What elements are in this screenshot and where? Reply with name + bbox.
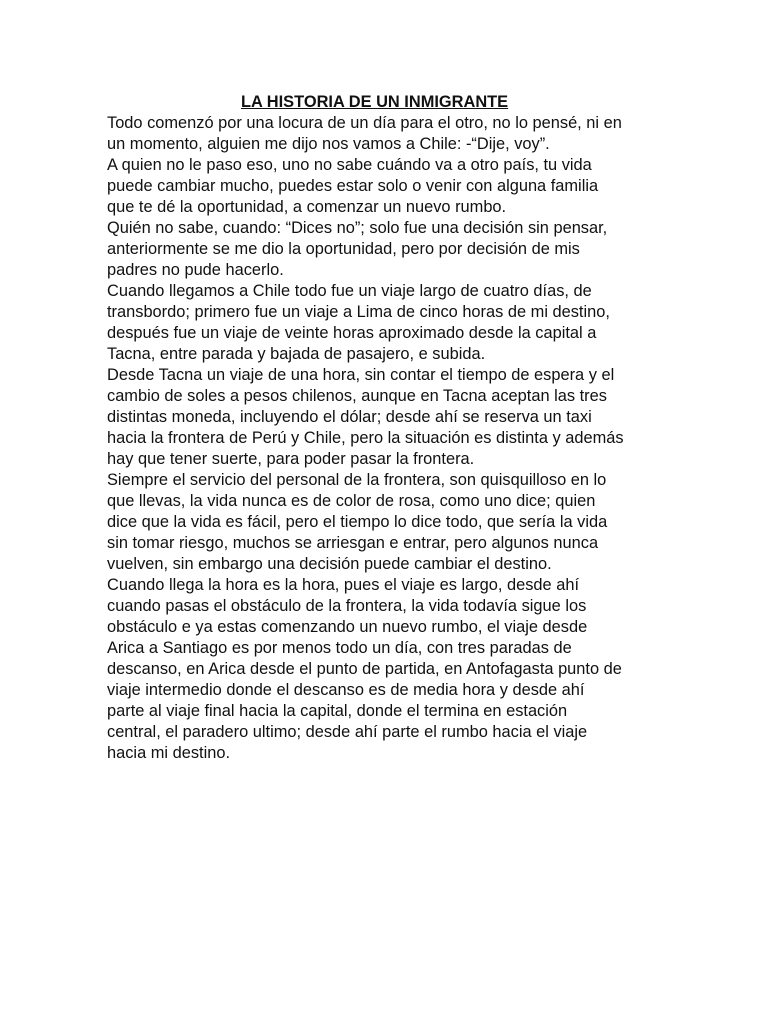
text-line: hacia la frontera de Perú y Chile, pero la situación es distinta y además	[107, 429, 624, 447]
text-line: cuando pasas el obstáculo de la frontera, la vida todavía sigue los	[107, 597, 587, 615]
text-line: después fue un viaje de veinte horas aproximado desde la capital a	[107, 324, 597, 342]
document-body	[107, 92, 667, 764]
text-line: sin tomar riesgo, muchos se arriesgan e entrar, pero algunos nunca	[107, 534, 599, 552]
text-line: dice que la vida es fácil, pero el tiempo lo dice todo, que sería la vida	[107, 513, 608, 531]
text-line: viaje intermedio donde el descanso es de media hora y desde ahí	[107, 681, 585, 699]
text-line: cambio de soles a pesos chilenos, aunque en Tacna aceptan las tres	[107, 387, 607, 405]
text-line: parte al viaje final hacia la capital, donde el termina en estación	[107, 702, 568, 720]
document-title: LA HISTORIA DE UN INMIGRANTE	[241, 93, 509, 111]
text-line: Arica a Santiago es por menos todo un día, con tres paradas de	[107, 639, 572, 657]
text-line: vuelven, sin embargo una decisión puede cambiar el destino.	[107, 555, 552, 573]
text-line: Cuando llegamos a Chile todo fue un viaje largo de cuatro días, de	[107, 282, 592, 300]
text-line: descanso, en Arica desde el punto de partida, en Antofagasta punto de	[107, 660, 622, 678]
text-line: transbordo; primero fue un viaje a Lima de cinco horas de mi destino,	[107, 303, 610, 321]
text-line: un momento, alguien me dijo nos vamos a Chile: -“Dije, voy”.	[107, 135, 550, 153]
text-line: hay que tener suerte, para poder pasar la frontera.	[107, 450, 475, 468]
text-line: Tacna, entre parada y bajada de pasajero, e subida.	[107, 345, 486, 363]
text-line: distintas moneda, incluyendo el dólar; desde ahí se reserva un taxi	[107, 408, 592, 426]
text-line: padres no pude hacerlo.	[107, 261, 284, 279]
text-line: Siempre el servicio del personal de la frontera, son quisquilloso en lo	[107, 471, 607, 489]
document-text	[107, 113, 667, 764]
text-line: hacia mi destino.	[107, 744, 230, 762]
text-line: que te dé la oportunidad, a comenzar un nuevo rumbo.	[107, 198, 507, 216]
text-line: A quien no le paso eso, uno no sabe cuándo va a otro país, tu vida	[107, 156, 592, 174]
text-line: Quién no sabe, cuando: “Dices no”; solo fue una decisión sin pensar,	[107, 219, 608, 237]
text-line: Cuando llega la hora es la hora, pues el viaje es largo, desde ahí	[107, 576, 579, 594]
text-line: Desde Tacna un viaje de una hora, sin contar el tiempo de espera y el	[107, 366, 615, 384]
text-line: anteriormente se me dio la oportunidad, pero por decisión de mis	[107, 240, 580, 258]
text-line: obstáculo e ya estas comenzando un nuevo rumbo, el viaje desde	[107, 618, 588, 636]
text-line: central, el paradero ultimo; desde ahí parte el rumbo hacia el viaje	[107, 723, 588, 741]
text-line: puede cambiar mucho, puedes estar solo o venir con alguna familia	[107, 177, 599, 195]
text-line: que llevas, la vida nunca es de color de rosa, como uno dice; quien	[107, 492, 596, 510]
text-line: Todo comenzó por una locura de un día para el otro, no lo pensé, ni en	[107, 114, 622, 132]
